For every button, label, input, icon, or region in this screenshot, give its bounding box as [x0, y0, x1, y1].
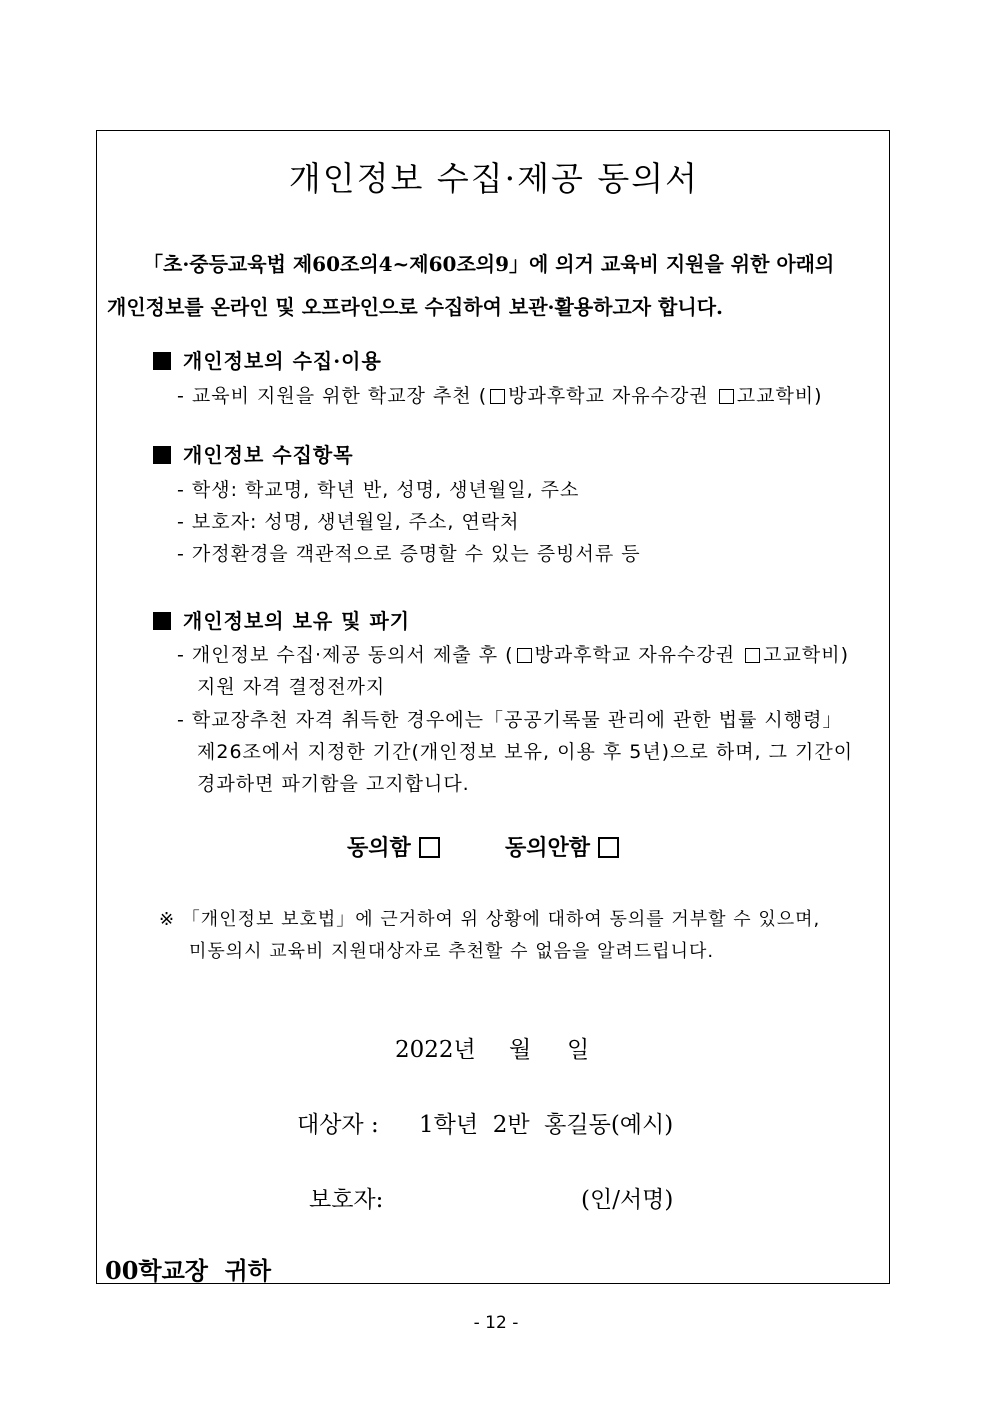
guardian-sign: (인/서명): [581, 1187, 674, 1213]
notice-line-2: 미동의시 교육비 지원대상자로 추천할 수 없음을 알려드립니다.: [189, 941, 715, 962]
checkbox-afterschool-retention[interactable]: [517, 648, 532, 663]
disagree-label: 동의안함: [505, 835, 591, 861]
retention-item-2-cont: 제26조에서 지정한 기간(개인정보 보유, 이용 후 5년)으로 하며, 그 기간이: [197, 741, 854, 763]
item-text: ): [840, 644, 849, 666]
disagree-option[interactable]: [505, 831, 619, 862]
checkbox-tuition-retention[interactable]: [745, 648, 760, 663]
page-number: - 12 -: [473, 1313, 519, 1333]
option-label: 고교학비: [763, 644, 841, 666]
section-heading-label: 개인정보 수집항목: [183, 443, 354, 467]
page-title: 개인정보 수집·제공 동의서: [288, 159, 700, 198]
date-year: 2022년: [395, 1037, 476, 1063]
square-bullet-icon: [153, 612, 171, 630]
section-heading-retention: [153, 605, 410, 634]
square-bullet-icon: [153, 446, 171, 464]
item-text: ): [814, 385, 823, 407]
square-bullet-icon: [153, 352, 171, 370]
retention-item-1: [177, 640, 849, 667]
agree-label: 동의함: [347, 835, 411, 861]
section-heading-collection: [153, 345, 382, 374]
subject-label: 대상자 :: [297, 1112, 379, 1138]
intro-line-2: 개인정보를 온라인 및 오프라인으로 수집하여 보관·활용하고자 합니다.: [107, 295, 723, 319]
date-month: 월: [509, 1037, 532, 1063]
checkbox-afterschool[interactable]: [490, 389, 505, 404]
guardian-label: 보호자:: [309, 1187, 384, 1213]
consent-form-frame: [96, 130, 890, 1284]
collection-item: [177, 381, 823, 408]
date-day: 일: [567, 1037, 590, 1063]
retention-item-2-cont: 경과하면 파기함을 고지합니다.: [197, 773, 470, 795]
list-item: - 가정환경을 객관적으로 증명할 수 있는 증빙서류 등: [177, 543, 641, 565]
list-item: - 학생: 학교명, 학년 반, 성명, 생년월일, 주소: [177, 479, 580, 501]
notice-line-1: ※ 「개인정보 보호법」에 근거하여 위 상황에 대하여 동의를 거부할 수 있으며,: [159, 909, 821, 930]
option-label: 고교학비: [736, 385, 815, 407]
agree-option[interactable]: [347, 831, 440, 862]
section-heading-label: 개인정보의 수집·이용: [183, 349, 382, 373]
intro-line-1: 「초·중등교육법 제60조의4~제60조의9」에 의거 교육비 지원을 위한 아래의: [143, 252, 835, 276]
subject-value: 1학년 2반 홍길동(예시): [419, 1112, 674, 1138]
addressee: 00학교장 귀하: [105, 1256, 272, 1285]
section-heading-label: 개인정보의 보유 및 파기: [183, 609, 411, 633]
disagree-checkbox[interactable]: [598, 837, 619, 858]
retention-item-2: - 학교장추천 자격 취득한 경우에는「공공기록물 관리에 관한 법률 시행령」: [177, 709, 843, 731]
agree-checkbox[interactable]: [419, 837, 440, 858]
option-label: 방과후학교 자유수강권: [534, 644, 736, 666]
list-item: - 보호자: 성명, 생년월일, 주소, 연락처: [177, 511, 520, 533]
checkbox-tuition[interactable]: [719, 389, 734, 404]
option-label: 방과후학교 자유수강권: [508, 385, 709, 407]
item-text: - 교육비 지원을 위한 학교장 추천 (: [177, 385, 488, 407]
item-text: - 개인정보 수집·제공 동의서 제출 후 (: [177, 644, 514, 666]
retention-item-1-cont: 지원 자격 결정전까지: [197, 676, 386, 698]
intro-paragraph: [107, 243, 883, 329]
section-heading-items: [153, 439, 354, 468]
